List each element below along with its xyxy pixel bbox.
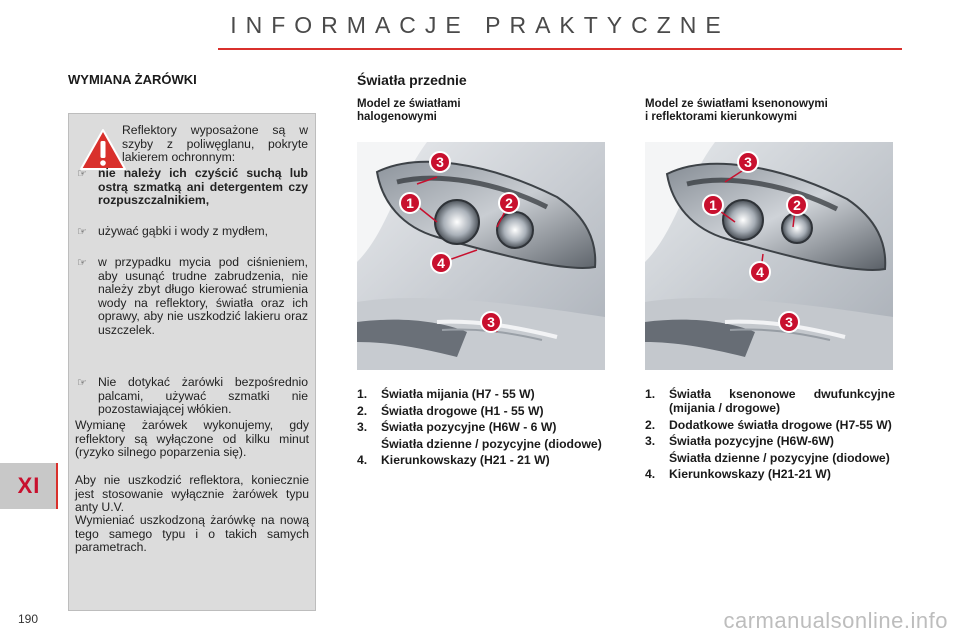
callout-marker [431, 253, 451, 273]
warning-intro: Reflektory wyposażone są w szyby z poliwęglanu, pokryte lakierem ochronnym: [122, 123, 308, 165]
hand-pointer-icon: ☞ [77, 168, 87, 180]
callout-marker [400, 193, 420, 213]
list-item-text: Światła pozycyjne (H6W-6W) [669, 434, 834, 448]
list-item [645, 434, 895, 448]
list-item [357, 453, 607, 467]
list-item-number: 1. [357, 387, 368, 401]
xenon-headlamp-photo [645, 142, 893, 370]
callout-label: 3 [436, 154, 444, 170]
warning-bullet-2: używać gąbki i wody z mydłem, [98, 224, 269, 238]
list-item [645, 451, 895, 465]
list-item-number: 3. [645, 434, 656, 448]
callout-label: 1 [406, 195, 414, 211]
halogen-bulb-list [357, 387, 607, 470]
hand-pointer-icon: ☞ [77, 257, 87, 269]
list-item-number: 2. [357, 403, 368, 418]
halogen-title-line2: halogenowymi [357, 111, 437, 123]
list-item [645, 467, 895, 481]
list-item-text: Światła mijania (H7 - 55 W) [381, 387, 535, 401]
list-item [645, 418, 895, 432]
list-item-text: Światła dzienne / pozycyjne (diodowe) [381, 436, 602, 451]
xenon-title-line2: i reflektorami kierunkowymi [645, 111, 798, 123]
callout-marker [750, 262, 770, 282]
callout-label: 4 [756, 264, 764, 280]
warning-panel [68, 113, 316, 611]
list-item-text: Światła drogowe (H1 - 55 W) [381, 403, 544, 418]
halogen-model-title [357, 98, 597, 124]
warning-bullet-1: nie należy ich czyścić suchą lub ostrą szmatką ani detergentem czy rozpuszczalnikiem, [98, 166, 308, 208]
list-item [645, 387, 895, 415]
list-item-text: Kierunkowskazy (H21-21 W) [669, 467, 831, 481]
list-item-number: 4. [357, 453, 368, 467]
callout-marker [738, 152, 758, 172]
list-item-text: Światła dzienne / pozycyjne (diodowe) [669, 450, 890, 465]
warning-paragraph-3: Wymieniać uszkodzoną żarówkę na nową tego samego typu i o takich samych parametrach. [75, 513, 309, 555]
xenon-bulb-list [645, 387, 895, 484]
xenon-title-line1: Model ze światłami ksenonowymi [645, 98, 828, 110]
header-divider [218, 48, 902, 50]
warning-paragraph-1: Wymianę żarówek wykonujemy, gdy reflektory są wyłączone od kilku minut (ryzyko silnego poparzenia się). [75, 418, 309, 460]
callout-label: 2 [505, 195, 513, 211]
list-item [357, 420, 607, 434]
front-lights-title: Światła przednie [357, 72, 467, 88]
list-item-text: Światła ksenonowe dwufunkcyjne (mijania / drogowe) [669, 387, 895, 415]
page-header-title: INFORMACJE PRAKTYCZNE [230, 12, 730, 38]
callout-marker [499, 193, 519, 213]
list-item-number: 3. [357, 420, 368, 434]
callout-label: 4 [437, 255, 445, 271]
section-title: WYMIANA ŻARÓWKI [68, 72, 197, 87]
chapter-tab-accent [56, 463, 58, 509]
warning-bullet-3: w przypadku mycia pod ciśnieniem, aby usunąć trudne zabrudzenia, nie należy zbyt długo kierować strumienia wody na reflektory, światła oraz ich oprawy, aby nie uszkodzić lakieru oraz uszczelek. [98, 255, 308, 337]
callout-marker [703, 195, 723, 215]
callout-marker [779, 312, 799, 332]
list-item [357, 404, 607, 418]
callout-label: 2 [793, 197, 801, 213]
list-item-text: Światła pozycyjne (H6W - 6 W) [381, 420, 557, 434]
xenon-model-title [645, 98, 915, 124]
hand-pointer-icon: ☞ [77, 226, 87, 238]
callout-marker [787, 195, 807, 215]
warning-bullet-4: Nie dotykać żarówki bezpośrednio palcami, używać szmatki nie pozostawiającej włókien. [98, 375, 308, 417]
list-item-text: Kierunkowskazy (H21 - 21 W) [381, 453, 550, 467]
list-item-number: 2. [645, 417, 656, 432]
watermark: carmanualsonline.info [723, 608, 948, 633]
callout-marker [481, 312, 501, 332]
list-item-number: 1. [645, 387, 656, 401]
hand-pointer-icon: ☞ [77, 377, 87, 389]
list-item-text: Dodatkowe światła drogowe (H7-55 W) [669, 417, 892, 432]
halogen-headlamp-photo [357, 142, 605, 370]
chapter-tab-label: XI [17, 473, 41, 498]
chapter-tab[interactable] [0, 463, 58, 509]
callout-marker [430, 152, 450, 172]
callout-label: 3 [487, 314, 495, 330]
list-item [357, 387, 607, 401]
page-number: 190 [18, 612, 39, 626]
callout-label: 1 [709, 197, 717, 213]
list-item-number: 4. [645, 467, 656, 481]
warning-paragraph-2: Aby nie uszkodzić reflektora, koniecznie jest stosowanie wyłącznie żarówek typu anty U.V. [75, 473, 309, 515]
callout-label: 3 [785, 314, 793, 330]
list-item [357, 437, 607, 451]
halogen-title-line1: Model ze światłami [357, 98, 461, 110]
callout-label: 3 [744, 154, 752, 170]
